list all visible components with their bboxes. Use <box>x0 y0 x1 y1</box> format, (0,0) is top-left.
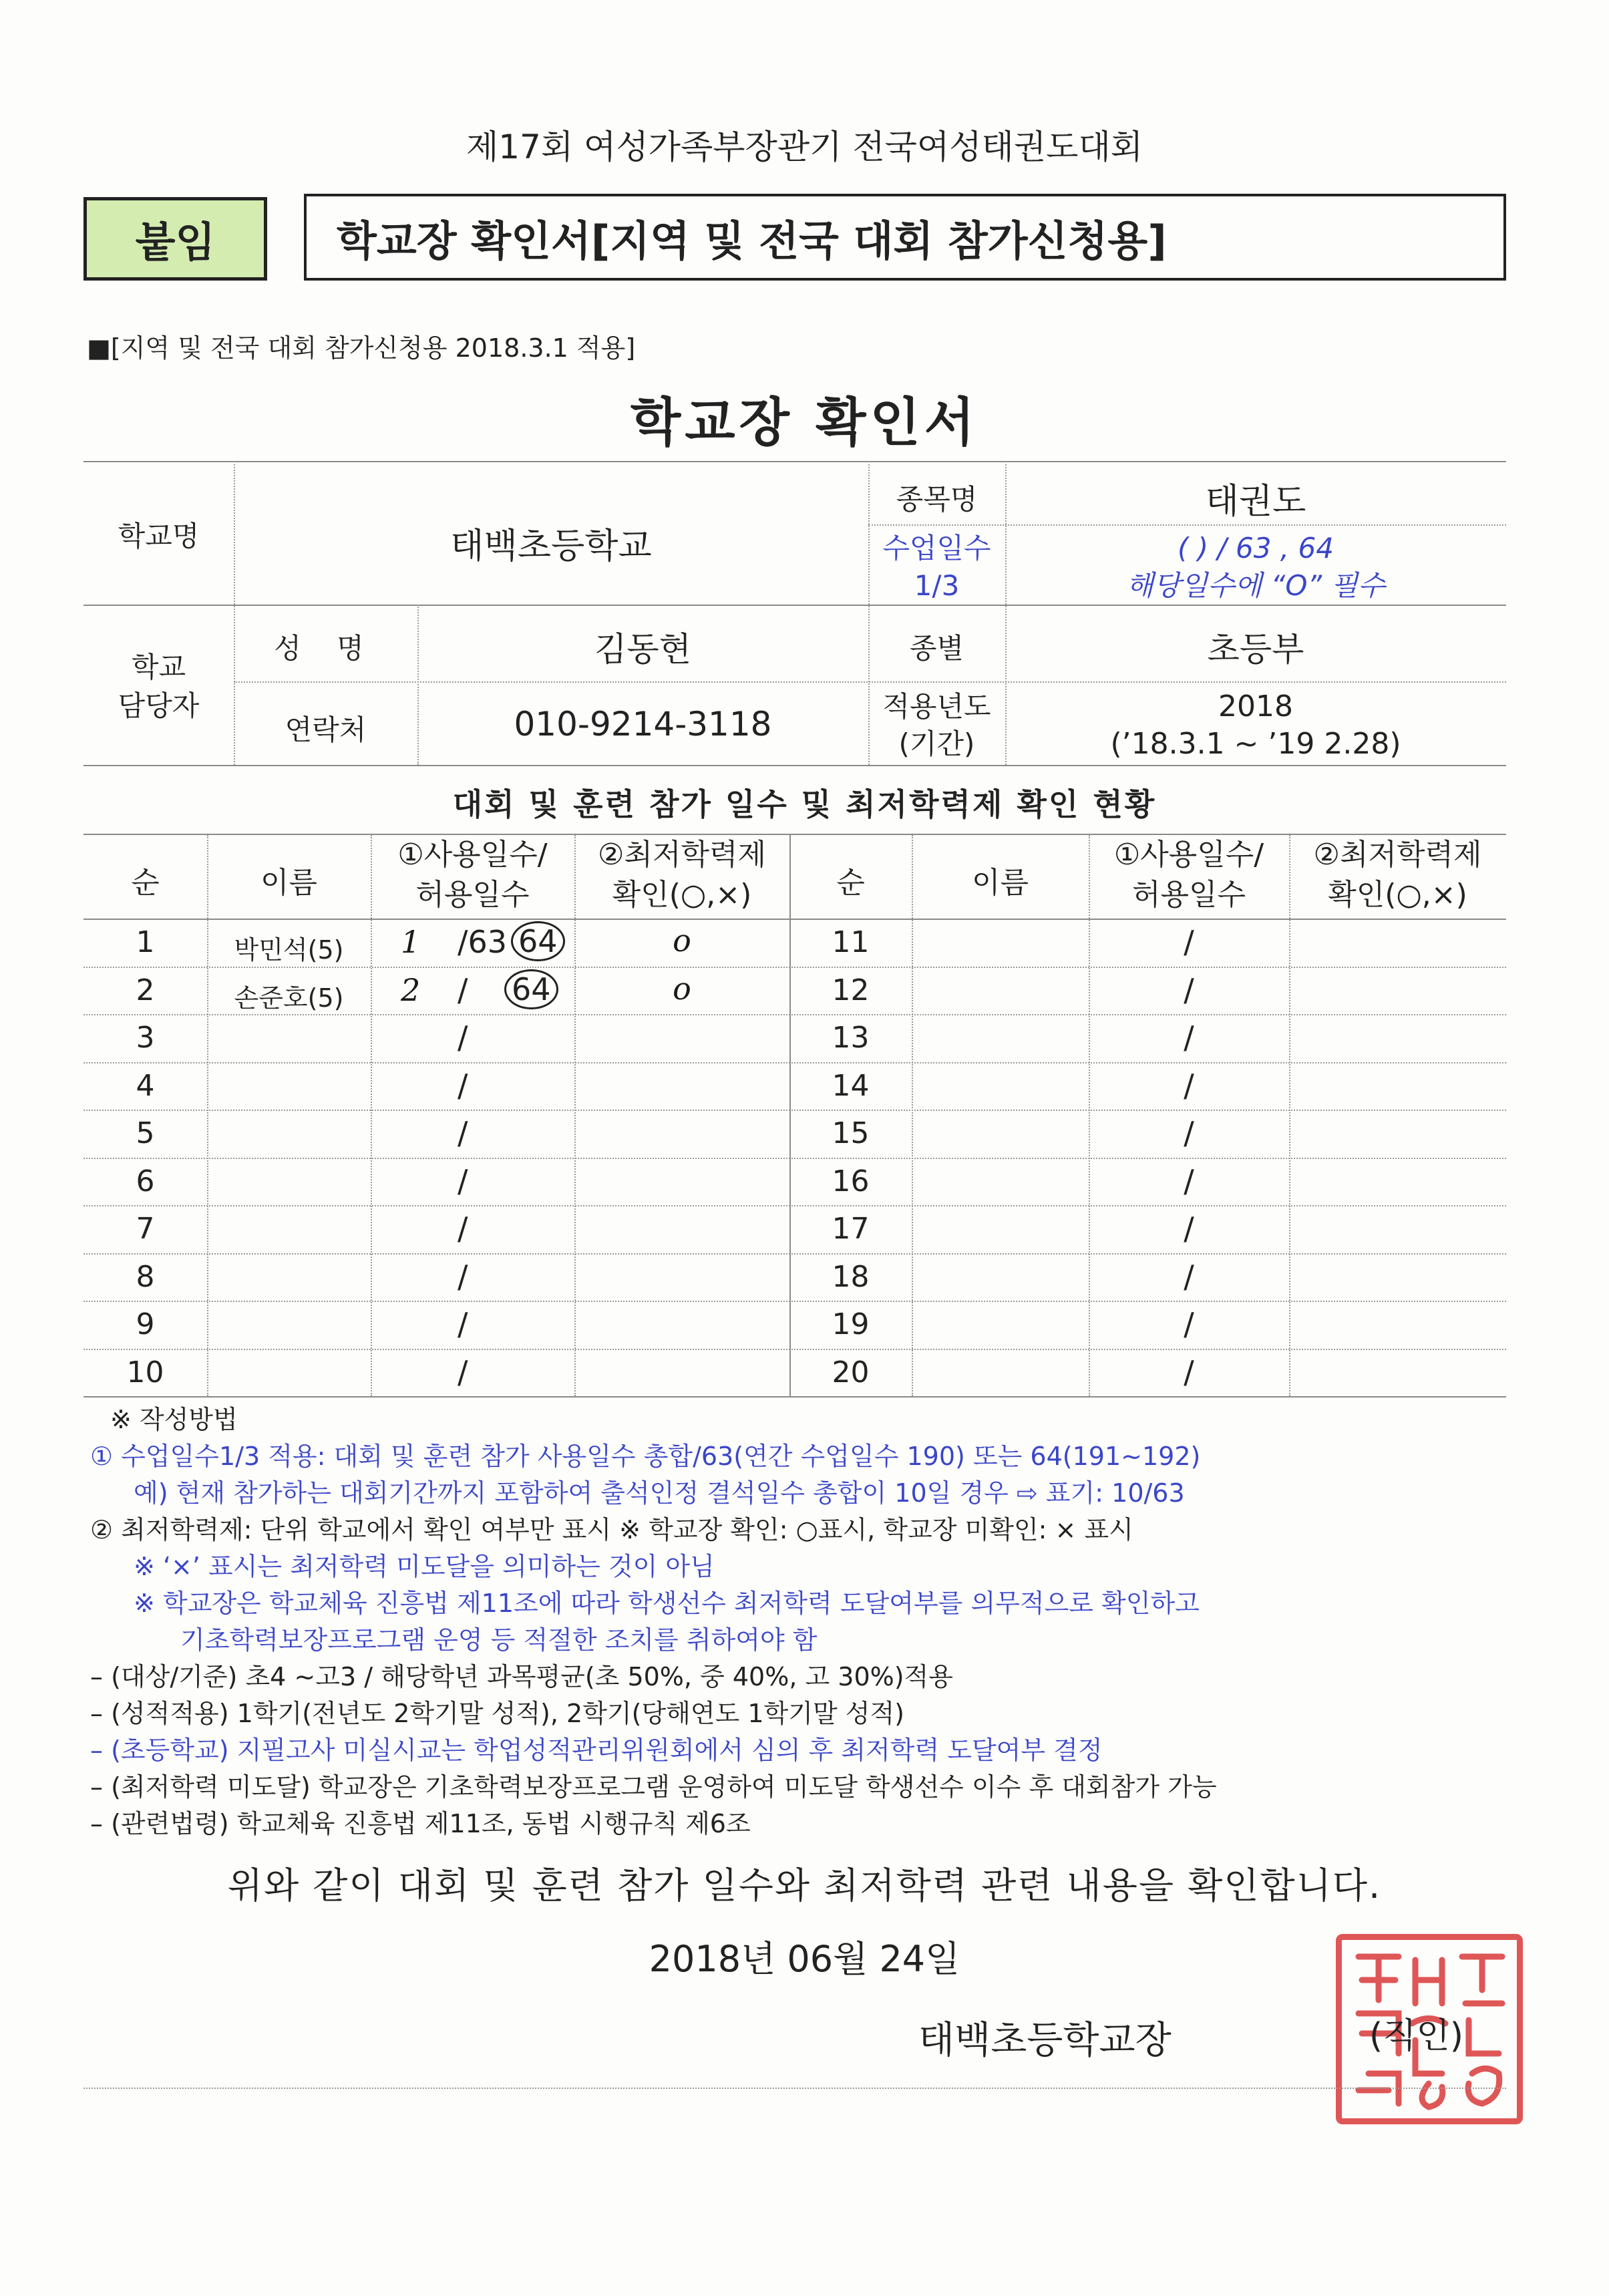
header-no-right: 순 <box>836 866 865 900</box>
form-heading-box <box>304 194 1506 281</box>
row-number-right: 20 <box>832 1355 870 1389</box>
table-row <box>83 1253 1506 1301</box>
days-slash: / <box>458 1258 468 1295</box>
row-number: 3 <box>136 1021 155 1055</box>
attachment-label: 붙임 <box>135 218 216 267</box>
days-slash: / <box>458 1019 468 1055</box>
category-value: 초등부 <box>1207 630 1304 669</box>
header-name-right: 이름 <box>971 866 1029 900</box>
instruction-line: ② 최저학력제: 단위 학교에서 확인 여부만 표시 ※ 학교장 확인: ○표시, 학교장 미확인: × 표시 <box>90 1515 1133 1544</box>
days-slash-right: / <box>1184 1210 1194 1247</box>
row-number-right: 16 <box>832 1164 870 1198</box>
row-number: 8 <box>136 1259 155 1294</box>
row-number: 5 <box>136 1116 155 1150</box>
min-check: o <box>673 923 691 959</box>
table-row <box>83 1158 1506 1206</box>
attachment-badge <box>83 197 267 281</box>
seal-label: (직인) <box>1369 2016 1464 2056</box>
days-cell <box>371 1259 574 1299</box>
header-days: ①사용일수/ 허용일수 <box>397 838 548 912</box>
instruction-line: – (관련법령) 학교체육 진흥법 제11조, 동법 시행규칙 제6조 <box>90 1809 751 1838</box>
row-number: 6 <box>136 1164 155 1198</box>
row-number: 7 <box>136 1212 155 1246</box>
days-allowed-circled: 64 <box>511 921 565 961</box>
instruction-line: – (최저학력 미도달) 학교장은 기초학력보장프로그램 운영하여 미도달 학생선수 이수 후 대회참가 가능 <box>90 1772 1217 1802</box>
instructions <box>90 1402 1526 1842</box>
days-slash-right: / <box>1184 1019 1194 1055</box>
days-used: 1 <box>401 924 421 960</box>
sport-value: 태권도 <box>1205 482 1306 522</box>
school-days-value: ( ) / 63 , 64 해당일수에 “O” 필수 <box>1126 532 1385 602</box>
event-title: 제17회 여성가족부장관기 전국여성태권도대회 <box>466 128 1143 166</box>
instruction-line: 기초학력보장프로그램 운영 등 적절한 조치를 취하여야 함 <box>180 1625 818 1655</box>
table-row <box>83 1301 1506 1349</box>
table-row <box>83 1349 1506 1397</box>
school-days-label: 수업일수 1/3 <box>882 532 991 602</box>
school-label: 학교명 <box>118 520 200 552</box>
days-cell <box>371 1115 574 1155</box>
year-value: 2018 (’18.3.1 ~ ’19 2.28) <box>1110 689 1401 761</box>
days-slash-right: / <box>1184 971 1194 1008</box>
days-cell <box>371 924 574 964</box>
days-slash: / <box>458 1115 468 1151</box>
days-slash: / <box>458 1162 468 1199</box>
row-number-right: 14 <box>832 1068 870 1103</box>
instruction-line: – (성적적용) 1학기(전년도 2학기말 성적), 2학기(당해연도 1학기말 성적) <box>90 1699 904 1728</box>
form-heading: 학교장 확인서[지역 및 전국 대회 참가신청용] <box>337 216 1167 265</box>
days-slash-right: / <box>1184 924 1194 960</box>
signer-name: 태백초등학교장 <box>918 2019 1172 2062</box>
table-row <box>83 1062 1506 1110</box>
header-min-right: ②최저학력제 확인(○,×) <box>1313 838 1482 912</box>
days-cell <box>371 972 574 1012</box>
days-cell <box>371 1210 574 1251</box>
row-number-right: 18 <box>832 1259 870 1294</box>
student-name: 박민석(5) <box>234 935 344 965</box>
instructions-heading: ※ 작성방법 <box>110 1405 238 1434</box>
header-no: 순 <box>131 866 160 900</box>
days-used: 2 <box>401 971 421 1008</box>
contact-label: 연락처 <box>285 713 367 746</box>
manager-name: 김동현 <box>594 630 691 669</box>
row-number: 9 <box>136 1307 155 1341</box>
instruction-line: 예) 현재 참가하는 대회기간까지 포함하여 출석인정 결석일수 총합이 10일 경우 ⇨ 표기: 10/63 <box>134 1478 1185 1508</box>
days-cell <box>371 1306 574 1346</box>
row-number-right: 17 <box>832 1212 870 1246</box>
days-slash: /63 <box>458 924 508 960</box>
header-name: 이름 <box>260 866 317 900</box>
sport-label: 종목명 <box>896 483 978 516</box>
days-slash: / <box>458 971 468 1008</box>
row-number-right: 15 <box>832 1116 870 1150</box>
row-number: 10 <box>126 1355 164 1389</box>
days-cell <box>371 1019 574 1059</box>
days-slash-right: / <box>1184 1353 1194 1390</box>
row-number-right: 12 <box>832 973 870 1007</box>
days-slash-right: / <box>1184 1067 1194 1104</box>
contact-value: 010-9214-3118 <box>514 705 772 744</box>
days-slash: / <box>458 1210 468 1247</box>
name-label: 성 명 <box>274 632 377 665</box>
days-slash: / <box>458 1353 468 1390</box>
instruction-line: ※ 학교장은 학교체육 진흥법 제11조에 따라 학생선수 최저학력 도달여부를 의무적으로 확인하고 <box>134 1589 1200 1618</box>
category-label: 종별 <box>909 632 964 665</box>
table-row <box>83 919 1506 967</box>
form-note: ■[지역 및 전국 대회 참가신청용 2018.3.1 적용] <box>87 333 636 363</box>
section-title: 대회 및 훈련 참가 일수 및 최저학력제 확인 현황 <box>452 786 1157 822</box>
instruction-line: – (초등학교) 지필고사 미실시교는 학업성적관리위원회에서 심의 후 최저학력 도달여부 결정 <box>90 1736 1103 1765</box>
row-number-right: 19 <box>832 1307 870 1341</box>
table-row <box>83 967 1506 1015</box>
header-days-right: ①사용일수/ 허용일수 <box>1113 838 1264 912</box>
row-number: 1 <box>136 925 155 959</box>
row-number-right: 11 <box>832 925 870 959</box>
row-number: 2 <box>136 973 155 1007</box>
days-cell <box>371 1068 574 1108</box>
min-check: o <box>673 970 691 1007</box>
school-name: 태백초등학교 <box>450 526 652 566</box>
year-label: 적용년도 (기간) <box>882 690 991 760</box>
document-title: 학교장 확인서 <box>630 393 979 453</box>
header-min: ②최저학력제 확인(○,×) <box>598 838 766 912</box>
confirmation-date: 2018년 06월 24일 <box>649 1938 960 1980</box>
days-slash-right: / <box>1184 1162 1194 1199</box>
days-allowed-circled: 64 <box>504 969 558 1009</box>
instruction-line: ※ ‘×’ 표시는 최저학력 미도달을 의미하는 것이 아님 <box>134 1552 715 1581</box>
participation-table <box>83 835 1506 1396</box>
student-name: 손준호(5) <box>234 983 344 1013</box>
row-number-right: 13 <box>832 1021 870 1055</box>
row-number: 4 <box>136 1068 155 1103</box>
instruction-line: ① 수업일수1/3 적용: 대회 및 훈련 참가 사용일수 총합/63(연간 수업일수 190) 또는 64(191~192) <box>90 1442 1201 1471</box>
days-slash-right: / <box>1184 1258 1194 1295</box>
days-cell <box>371 1354 574 1394</box>
days-slash: / <box>458 1306 468 1342</box>
days-slash: / <box>458 1067 468 1104</box>
table-row <box>83 1205 1506 1253</box>
days-slash-right: / <box>1184 1306 1194 1342</box>
table-row <box>83 1110 1506 1158</box>
instruction-line: – (대상/기준) 초4 ~고3 / 해당학년 과목평균(초 50%, 중 40%, 고 30%)적용 <box>90 1662 953 1691</box>
days-slash-right: / <box>1184 1115 1194 1151</box>
table-row <box>83 1014 1506 1062</box>
days-cell <box>371 1163 574 1203</box>
confirmation-text: 위와 같이 대회 및 훈련 참가 일수와 최저학력 관련 내용을 확인합니다. <box>227 1864 1382 1907</box>
manager-label: 학교 담당자 <box>118 651 200 722</box>
